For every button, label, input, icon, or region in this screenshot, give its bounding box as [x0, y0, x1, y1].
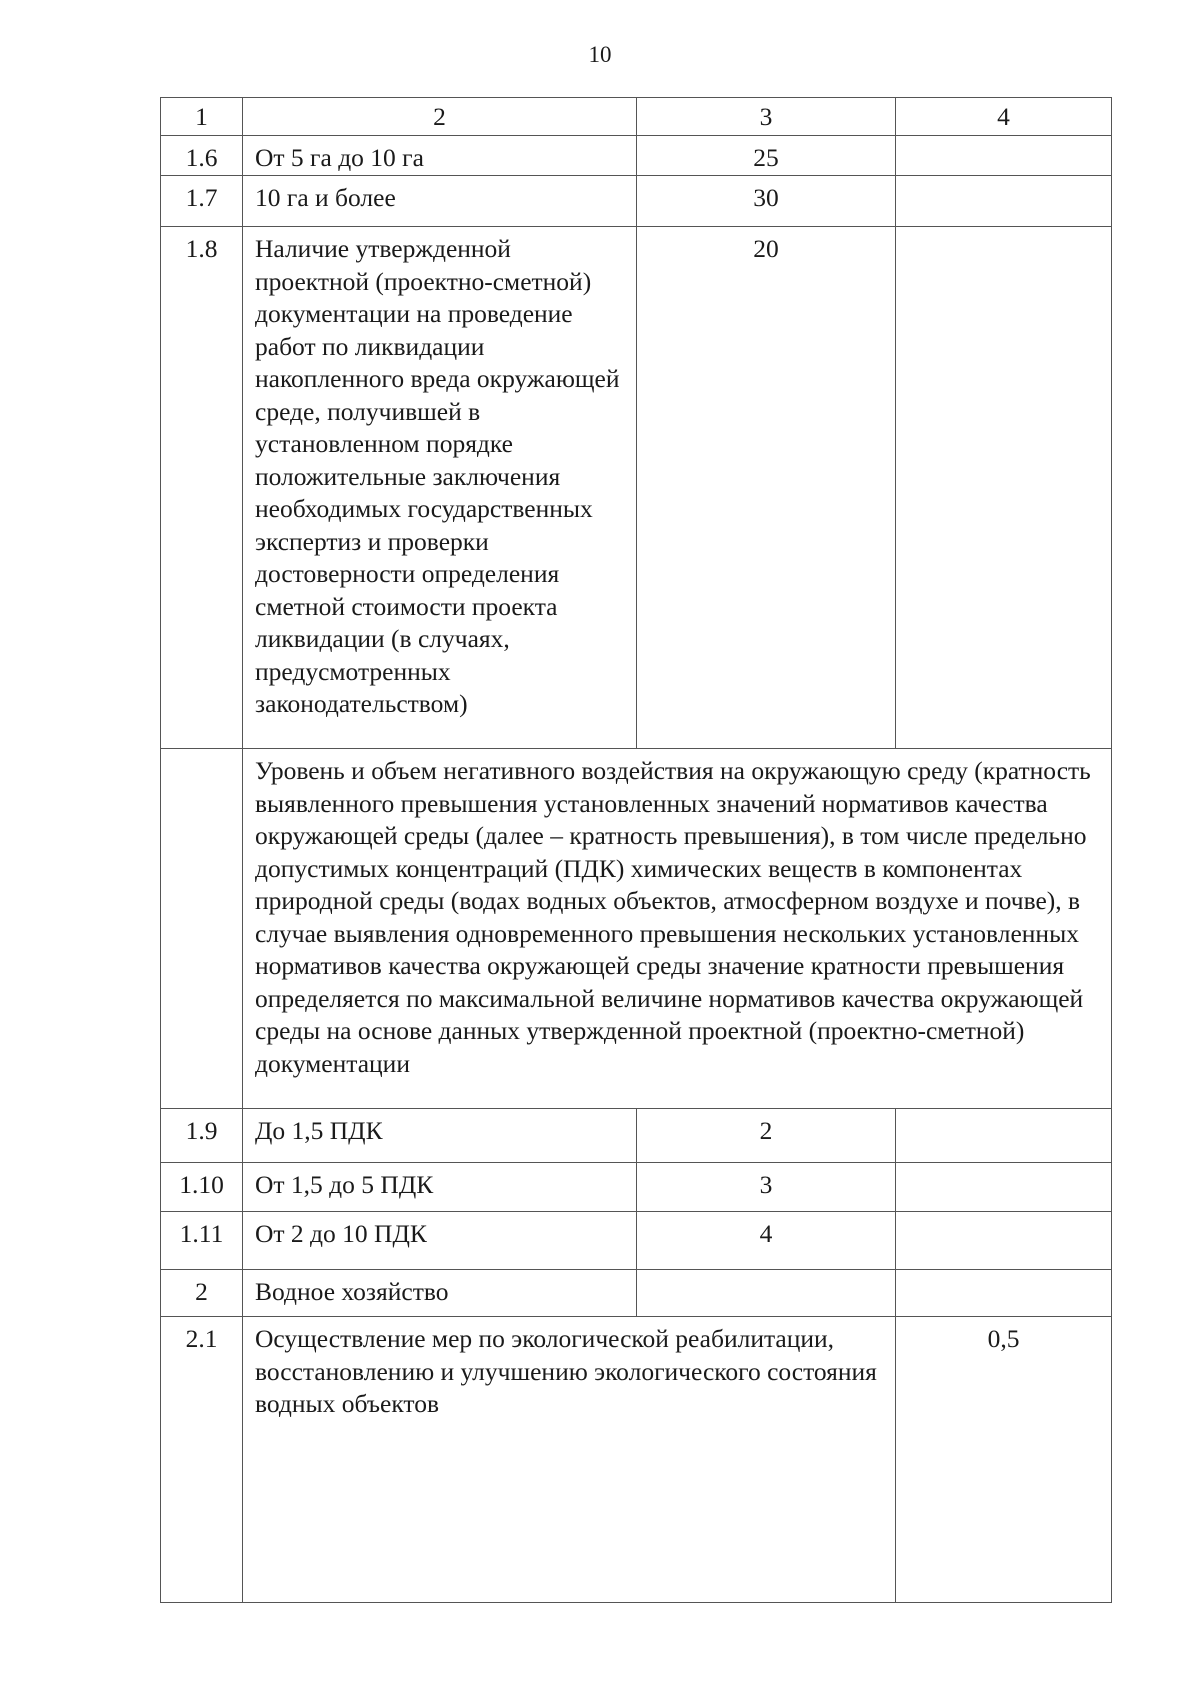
row-number: 1.9 [161, 1109, 243, 1163]
row-score [637, 1270, 896, 1317]
row-number: 1.8 [161, 227, 243, 749]
section-number-empty [161, 749, 243, 1109]
row-description: До 1,5 ПДК [243, 1109, 637, 1163]
column-number-header-2: 2 [243, 98, 637, 136]
row-description: Водное хозяйство [243, 1270, 637, 1317]
table-row [161, 227, 1112, 749]
table-row [161, 1163, 1112, 1212]
row-score: 4 [637, 1212, 896, 1270]
row-number: 1.7 [161, 176, 243, 227]
criteria-table [160, 97, 1112, 1603]
page-number: 10 [588, 42, 612, 67]
row-score: 30 [637, 176, 896, 227]
row-weight [896, 1270, 1112, 1317]
column-number-header-4: 4 [896, 98, 1112, 136]
table-row [161, 1212, 1112, 1270]
row-weight [896, 1163, 1112, 1212]
table-row [161, 1317, 1112, 1603]
row-weight [896, 176, 1112, 227]
row-description: 10 га и более [243, 176, 637, 227]
table-row [161, 136, 1112, 176]
row-description: От 1,5 до 5 ПДК [243, 1163, 637, 1212]
row-number: 2 [161, 1270, 243, 1317]
table-row [161, 176, 1112, 227]
row-description: От 5 га до 10 га [243, 136, 637, 176]
row-number: 1.6 [161, 136, 243, 176]
table-header-row [161, 98, 1112, 136]
row-description: От 2 до 10 ПДК [243, 1212, 637, 1270]
row-score: 20 [637, 227, 896, 749]
row-weight [896, 136, 1112, 176]
row-description: Наличие утвержденной проектной (проектно-сметной) документации на проведение работ по ликвидации накопленного вреда окружающей среде, получившей в установленном порядке положительные заключения необходимых государственных экспертиз и проверки достоверности определения сметной стоимости проекта ликвидации (в случаях, предусмотренных законодательством) [243, 227, 637, 749]
row-weight: 0,5 [896, 1317, 1112, 1603]
row-number: 2.1 [161, 1317, 243, 1603]
row-description: Осуществление мер по экологической реабилитации, восстановлению и улучшению экологического состояния водных объектов [243, 1317, 896, 1603]
row-weight [896, 1109, 1112, 1163]
section-heading-text: Уровень и объем негативного воздействия на окружающую среду (кратность выявленного превышения установленных значений нормативов качества окружающей среды (далее – кратность превышения), в том числе предельно допустимых концентраций (ПДК) химических веществ в компонентах природной среды (водах водных объектов, атмосферном воздухе и почве), в случае выявления одновременного превышения нескольких установленных нормативов качества окружающей среды значение кратности превышения определяется по максимальной величине нормативов качества окружающей среды на основе данных утвержденной проектной (проектно-сметной) документации [243, 749, 1112, 1109]
row-score: 2 [637, 1109, 896, 1163]
table-row [161, 1109, 1112, 1163]
row-number: 1.11 [161, 1212, 243, 1270]
section-heading-row [161, 749, 1112, 1109]
column-number-header-1: 1 [161, 98, 243, 136]
table-row [161, 1270, 1112, 1317]
row-score: 25 [637, 136, 896, 176]
column-number-header-3: 3 [637, 98, 896, 136]
row-score: 3 [637, 1163, 896, 1212]
row-weight [896, 1212, 1112, 1270]
row-number: 1.10 [161, 1163, 243, 1212]
row-weight [896, 227, 1112, 749]
